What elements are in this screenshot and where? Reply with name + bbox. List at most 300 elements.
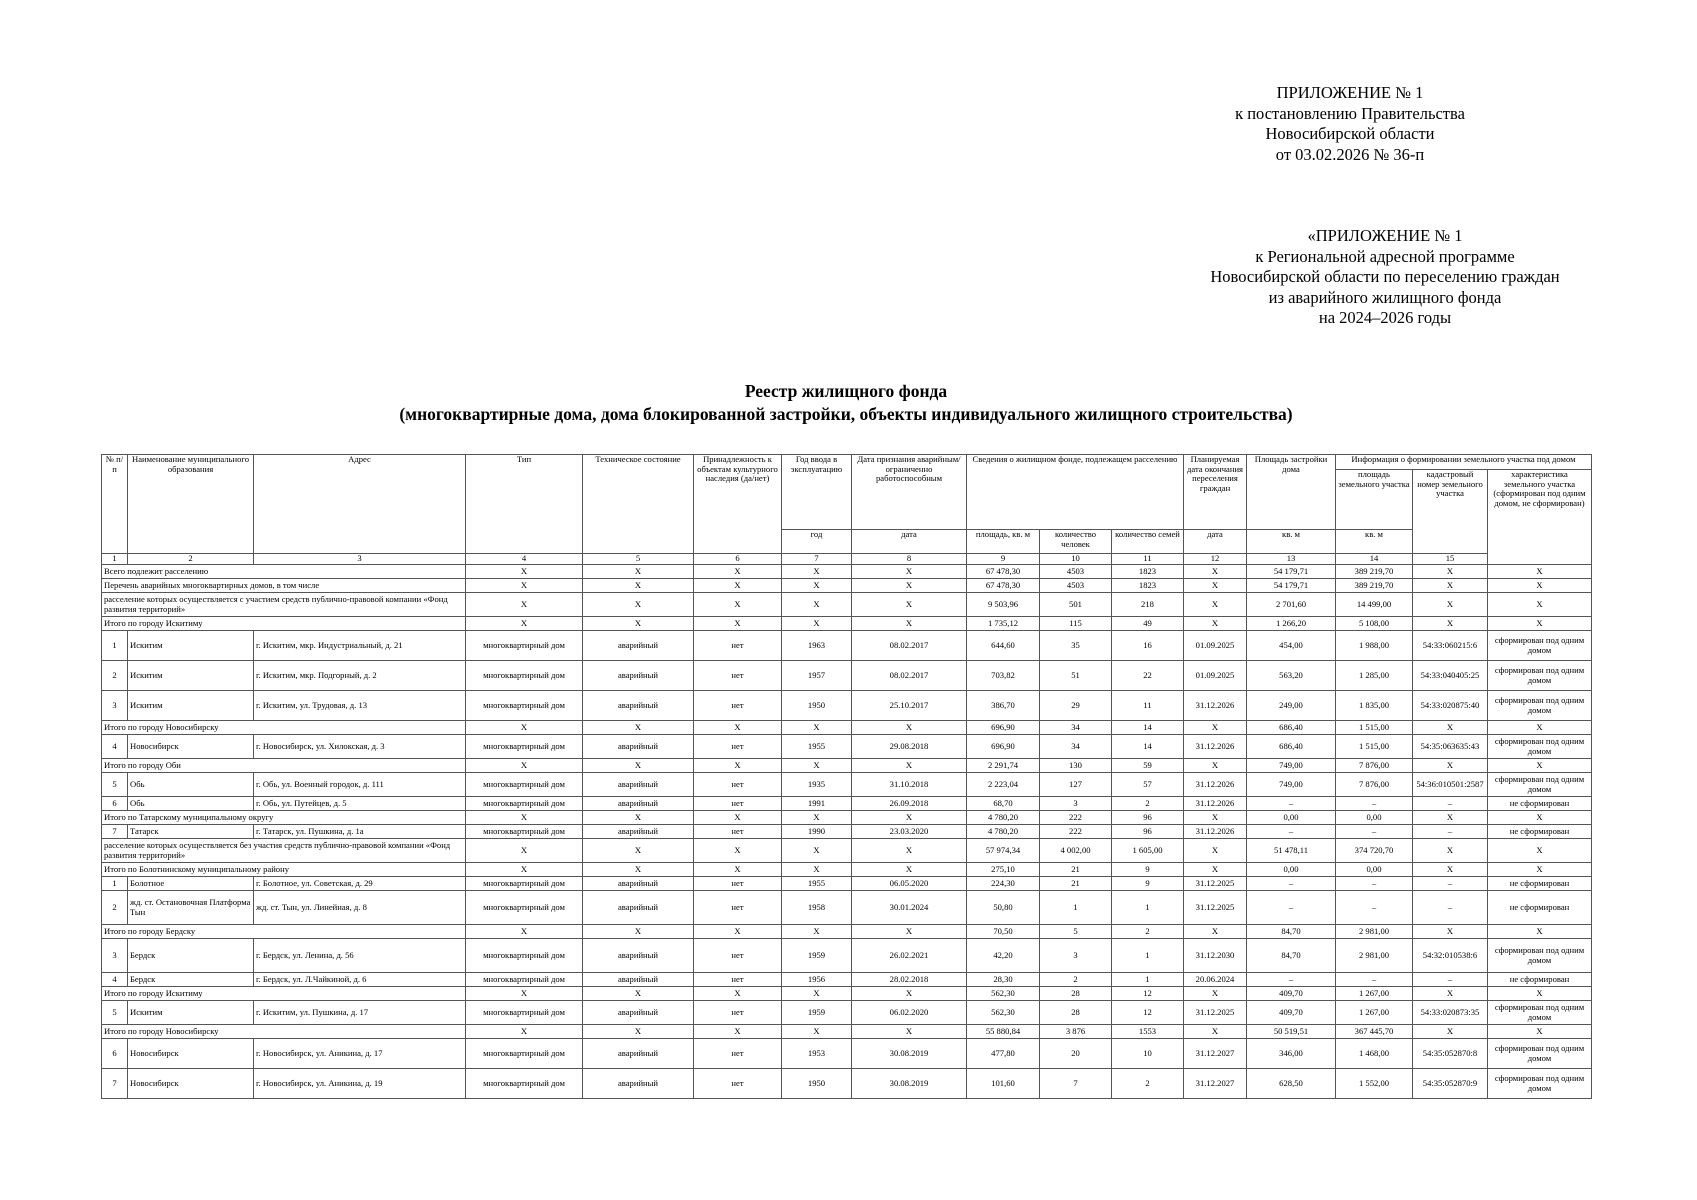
- table-cell: Новосибирск: [128, 1039, 254, 1069]
- header-housing-info: Сведения о жилищном фонде, подлежащем расселению: [967, 455, 1184, 530]
- col-number: 2: [128, 554, 254, 565]
- table-cell: 9: [1112, 863, 1184, 877]
- table-row: [102, 973, 1592, 987]
- table-cell: многоквартирный дом: [466, 797, 583, 811]
- table-cell: Новосибирск: [128, 1069, 254, 1099]
- table-cell: X: [694, 1025, 782, 1039]
- table-cell: X: [782, 721, 852, 735]
- table-cell: 14: [1112, 735, 1184, 759]
- table-cell: X: [583, 987, 694, 1001]
- table-cell: г. Новосибирск, ул. Хилокская, д. 3: [254, 735, 466, 759]
- table-cell: 84,70: [1247, 939, 1336, 973]
- table-cell: г. Болотное, ул. Советская, д. 29: [254, 877, 466, 891]
- table-cell: 3: [1040, 939, 1112, 973]
- table-cell: сформирован под одним домом: [1488, 661, 1592, 691]
- table-cell: –: [1336, 891, 1413, 925]
- summary-label: Итого по городу Оби: [102, 759, 466, 773]
- table-cell: X: [1413, 617, 1488, 631]
- table-cell: X: [1184, 811, 1247, 825]
- table-cell: г. Искитим, мкр. Индустриальный, д. 21: [254, 631, 466, 661]
- table-cell: 96: [1112, 825, 1184, 839]
- header-unit-planned: дата: [1184, 530, 1247, 554]
- table-cell: нет: [694, 891, 782, 925]
- col-number: 8: [852, 554, 967, 565]
- table-cell: 06.02.2020: [852, 1001, 967, 1025]
- table-cell: 26.09.2018: [852, 797, 967, 811]
- table-cell: 1553: [1112, 1025, 1184, 1039]
- table-cell: 6: [102, 797, 128, 811]
- table-cell: 4 002,00: [1040, 839, 1112, 863]
- table-cell: 54:33:060215:6: [1413, 631, 1488, 661]
- column-number-row: [102, 554, 1592, 565]
- col-number: 6: [694, 554, 782, 565]
- table-cell: X: [852, 811, 967, 825]
- table-cell: 54:33:040405:25: [1413, 661, 1488, 691]
- table-cell: X: [852, 987, 967, 1001]
- table-cell: 563,20: [1247, 661, 1336, 691]
- table-cell: 1 468,00: [1336, 1039, 1413, 1069]
- table-cell: X: [1488, 987, 1592, 1001]
- table-cell: 9 503,96: [967, 593, 1040, 617]
- table-cell: жд. ст. Остановочная Платформа Тын: [128, 891, 254, 925]
- table-row: [102, 631, 1592, 661]
- document-title: [100, 380, 1592, 426]
- table-cell: Обь: [128, 773, 254, 797]
- table-cell: многоквартирный дом: [466, 891, 583, 925]
- table-cell: Бердск: [128, 939, 254, 973]
- table-cell: 23.03.2020: [852, 825, 967, 839]
- table-cell: г. Татарск, ул. Пушкина, д. 1а: [254, 825, 466, 839]
- col-number: 12: [1184, 554, 1247, 565]
- table-cell: X: [1488, 593, 1592, 617]
- table-cell: 749,00: [1247, 759, 1336, 773]
- table-cell: X: [466, 579, 583, 593]
- table-row: [102, 1069, 1592, 1099]
- header-line: к Региональной адресной программе: [1255, 246, 1515, 266]
- table-cell: не сформирован: [1488, 797, 1592, 811]
- table-cell: 42,20: [967, 939, 1040, 973]
- table-cell: 1 267,00: [1336, 1001, 1413, 1025]
- table-cell: 749,00: [1247, 773, 1336, 797]
- table-row: [102, 661, 1592, 691]
- table-cell: нет: [694, 773, 782, 797]
- table-cell: X: [1488, 863, 1592, 877]
- table-cell: 11: [1112, 691, 1184, 721]
- table-cell: 1 735,12: [967, 617, 1040, 631]
- table-cell: Искитим: [128, 631, 254, 661]
- approval-header: [1200, 83, 1500, 165]
- table-cell: X: [466, 925, 583, 939]
- table-cell: нет: [694, 1069, 782, 1099]
- table-cell: аварийный: [583, 1001, 694, 1025]
- table-cell: 57 974,34: [967, 839, 1040, 863]
- table-cell: 562,30: [967, 987, 1040, 1001]
- table-cell: 31.12.2027: [1184, 1039, 1247, 1069]
- table-cell: 57: [1112, 773, 1184, 797]
- table-cell: X: [694, 579, 782, 593]
- table-cell: 10: [1112, 1039, 1184, 1069]
- table-cell: жд. ст. Тын, ул. Линейная, д. 8: [254, 891, 466, 925]
- table-cell: 12: [1112, 1001, 1184, 1025]
- table-cell: 1: [1112, 939, 1184, 973]
- col-number: 11: [1112, 554, 1184, 565]
- table-cell: X: [1413, 839, 1488, 863]
- table-cell: X: [852, 593, 967, 617]
- table-cell: 67 478,30: [967, 579, 1040, 593]
- table-row: [102, 891, 1592, 925]
- table-cell: Искитим: [128, 661, 254, 691]
- header-unit-date: дата: [852, 530, 967, 554]
- table-cell: X: [583, 1025, 694, 1039]
- table-cell: 1 515,00: [1336, 735, 1413, 759]
- table-cell: 218: [1112, 593, 1184, 617]
- table-cell: г. Новосибирск, ул. Аникина, д. 17: [254, 1039, 466, 1069]
- col-number: 10: [1040, 554, 1112, 565]
- col-number: 9: [967, 554, 1040, 565]
- table-cell: 31.12.2026: [1184, 773, 1247, 797]
- summary-label: Итого по городу Искитиму: [102, 617, 466, 631]
- table-cell: 249,00: [1247, 691, 1336, 721]
- table-cell: 1955: [782, 735, 852, 759]
- table-cell: 1957: [782, 661, 852, 691]
- table-cell: X: [1184, 721, 1247, 735]
- table-cell: многоквартирный дом: [466, 631, 583, 661]
- table-cell: аварийный: [583, 891, 694, 925]
- summary-label: Итого по городу Новосибирску: [102, 721, 466, 735]
- table-cell: аварийный: [583, 661, 694, 691]
- table-cell: X: [583, 721, 694, 735]
- table-cell: 4503: [1040, 579, 1112, 593]
- table-cell: –: [1413, 877, 1488, 891]
- table-cell: X: [1488, 617, 1592, 631]
- table-cell: X: [1184, 593, 1247, 617]
- table-cell: г. Искитим, мкр. Подгорный, д. 2: [254, 661, 466, 691]
- table-cell: 2: [1112, 797, 1184, 811]
- table-cell: 1: [1112, 973, 1184, 987]
- col-number: 15: [1413, 554, 1488, 565]
- table-cell: 101,60: [967, 1069, 1040, 1099]
- table-cell: 34: [1040, 721, 1112, 735]
- table-cell: 1955: [782, 877, 852, 891]
- header-line: на 2024–2026 годы: [1318, 308, 1452, 327]
- table-cell: 84,70: [1247, 925, 1336, 939]
- table-cell: X: [782, 617, 852, 631]
- table-cell: X: [583, 839, 694, 863]
- register-body: [102, 565, 1592, 1099]
- table-cell: 386,70: [967, 691, 1040, 721]
- table-cell: X: [1488, 925, 1592, 939]
- table-cell: X: [583, 579, 694, 593]
- table-cell: X: [466, 565, 583, 579]
- table-cell: 1823: [1112, 579, 1184, 593]
- table-cell: X: [1184, 925, 1247, 939]
- table-cell: нет: [694, 825, 782, 839]
- table-cell: 2: [1040, 973, 1112, 987]
- table-cell: 7 876,00: [1336, 759, 1413, 773]
- table-cell: 08.02.2017: [852, 631, 967, 661]
- summary-label: Итого по городу Искитиму: [102, 987, 466, 1001]
- table-cell: X: [782, 987, 852, 1001]
- table-cell: 1935: [782, 773, 852, 797]
- table-cell: 696,90: [967, 735, 1040, 759]
- table-cell: 224,30: [967, 877, 1040, 891]
- table-cell: 454,00: [1247, 631, 1336, 661]
- table-cell: X: [694, 565, 782, 579]
- table-cell: многоквартирный дом: [466, 691, 583, 721]
- summary-row: [102, 811, 1592, 825]
- table-cell: 31.12.2025: [1184, 877, 1247, 891]
- table-cell: 3: [1040, 797, 1112, 811]
- table-cell: 346,00: [1247, 1039, 1336, 1069]
- table-cell: многоквартирный дом: [466, 735, 583, 759]
- header-land-characteristic: характеристика земельного участка (сформирован под одним домом, не сформирован): [1488, 470, 1592, 565]
- table-row: [102, 1039, 1592, 1069]
- table-cell: сформирован под одним домом: [1488, 939, 1592, 973]
- table-cell: 14 499,00: [1336, 593, 1413, 617]
- table-cell: X: [1184, 1025, 1247, 1039]
- table-cell: X: [1488, 839, 1592, 863]
- table-cell: нет: [694, 939, 782, 973]
- table-cell: 31.12.2030: [1184, 939, 1247, 973]
- table-cell: 1953: [782, 1039, 852, 1069]
- table-cell: X: [1413, 987, 1488, 1001]
- table-row: [102, 877, 1592, 891]
- table-cell: X: [694, 811, 782, 825]
- table-cell: X: [694, 925, 782, 939]
- table-cell: X: [782, 759, 852, 773]
- table-row: [102, 939, 1592, 973]
- header-line: от 03.02.2026 № 36-п: [1275, 144, 1425, 164]
- table-cell: 1958: [782, 891, 852, 925]
- header-cadastral: кадастровый номер земельного участка: [1413, 470, 1488, 554]
- table-cell: 31.12.2027: [1184, 1069, 1247, 1099]
- table-cell: 01.09.2025: [1184, 661, 1247, 691]
- table-cell: X: [466, 617, 583, 631]
- summary-label: Итого по городу Бердску: [102, 925, 466, 939]
- table-cell: 2 981,00: [1336, 939, 1413, 973]
- table-cell: 50 519,51: [1247, 1025, 1336, 1039]
- table-cell: 51: [1040, 661, 1112, 691]
- table-cell: 08.02.2017: [852, 661, 967, 691]
- table-cell: 16: [1112, 631, 1184, 661]
- table-cell: X: [782, 1025, 852, 1039]
- table-cell: X: [1184, 987, 1247, 1001]
- table-cell: X: [466, 593, 583, 617]
- table-cell: X: [852, 925, 967, 939]
- table-cell: 389 219,70: [1336, 579, 1413, 593]
- table-cell: –: [1247, 877, 1336, 891]
- header-recognition: Дата признания аварийным/ограниченно работоспособным: [852, 455, 967, 530]
- table-cell: X: [583, 617, 694, 631]
- table-cell: 31.12.2025: [1184, 891, 1247, 925]
- table-row: [102, 773, 1592, 797]
- table-cell: X: [466, 839, 583, 863]
- header-unit-families: количество семей: [1112, 530, 1184, 554]
- table-cell: 4 780,20: [967, 825, 1040, 839]
- table-cell: 7 876,00: [1336, 773, 1413, 797]
- table-cell: X: [1413, 593, 1488, 617]
- col-number: 3: [254, 554, 466, 565]
- table-cell: 4 780,20: [967, 811, 1040, 825]
- table-cell: X: [782, 593, 852, 617]
- table-cell: 1 552,00: [1336, 1069, 1413, 1099]
- table-cell: X: [852, 565, 967, 579]
- summary-label: Итого по Татарскому муниципальному округу: [102, 811, 466, 825]
- table-cell: X: [1488, 721, 1592, 735]
- table-cell: 30.01.2024: [852, 891, 967, 925]
- table-cell: 5: [1040, 925, 1112, 939]
- table-cell: 1: [1040, 891, 1112, 925]
- table-cell: 1991: [782, 797, 852, 811]
- table-row: [102, 797, 1592, 811]
- header-num: № п/п: [102, 455, 128, 554]
- table-cell: X: [583, 863, 694, 877]
- summary-row: [102, 759, 1592, 773]
- housing-register-table: [101, 454, 1592, 1099]
- table-cell: г. Бердск, ул. Ленина, д. 56: [254, 939, 466, 973]
- table-cell: X: [694, 987, 782, 1001]
- table-cell: 1 515,00: [1336, 721, 1413, 735]
- table-cell: 5 108,00: [1336, 617, 1413, 631]
- table-cell: аварийный: [583, 877, 694, 891]
- table-cell: г. Бердск, ул. Л.Чайкиной, д. 6: [254, 973, 466, 987]
- header-land-area: площадь земельного участка: [1336, 470, 1413, 530]
- table-cell: Бердск: [128, 973, 254, 987]
- table-cell: X: [694, 759, 782, 773]
- table-cell: 21: [1040, 863, 1112, 877]
- table-cell: нет: [694, 797, 782, 811]
- table-cell: нет: [694, 877, 782, 891]
- header-unit-build: кв. м: [1247, 530, 1336, 554]
- table-cell: –: [1413, 825, 1488, 839]
- summary-row: [102, 1025, 1592, 1039]
- table-cell: 54:35:052870:9: [1413, 1069, 1488, 1099]
- table-cell: 1963: [782, 631, 852, 661]
- table-cell: X: [782, 579, 852, 593]
- table-cell: многоквартирный дом: [466, 825, 583, 839]
- table-cell: аварийный: [583, 773, 694, 797]
- table-cell: X: [852, 1025, 967, 1039]
- table-cell: аварийный: [583, 691, 694, 721]
- table-cell: сформирован под одним домом: [1488, 1039, 1592, 1069]
- header-type: Тип: [466, 455, 583, 554]
- table-cell: 28: [1040, 987, 1112, 1001]
- table-cell: 222: [1040, 825, 1112, 839]
- table-cell: X: [852, 863, 967, 877]
- table-cell: X: [466, 721, 583, 735]
- table-cell: 2 701,60: [1247, 593, 1336, 617]
- table-row: [102, 825, 1592, 839]
- header-line: Новосибирской области по переселению граждан: [1210, 267, 1560, 286]
- table-cell: 1 835,00: [1336, 691, 1413, 721]
- table-cell: 130: [1040, 759, 1112, 773]
- header-municipality: Наименование муниципального образования: [128, 455, 254, 554]
- summary-row: [102, 617, 1592, 631]
- table-cell: аварийный: [583, 973, 694, 987]
- header-building-area: Площадь застройки дома: [1247, 455, 1336, 530]
- header-line: к постановлению Правительства: [1235, 103, 1465, 123]
- table-cell: Татарск: [128, 825, 254, 839]
- table-cell: аварийный: [583, 631, 694, 661]
- header-line: из аварийного жилищного фонда: [1268, 287, 1502, 307]
- table-cell: 644,60: [967, 631, 1040, 661]
- table-cell: 7: [102, 1069, 128, 1099]
- table-cell: 9: [1112, 877, 1184, 891]
- table-cell: Обь: [128, 797, 254, 811]
- table-cell: 29.08.2018: [852, 735, 967, 759]
- table-cell: г. Новосибирск, ул. Аникина, д. 19: [254, 1069, 466, 1099]
- table-cell: X: [583, 811, 694, 825]
- summary-row: [102, 839, 1592, 863]
- summary-label: расселение которых осуществляется без участия средств публично-правовой компании «Фонд развития территорий»: [102, 839, 466, 863]
- table-cell: 686,40: [1247, 735, 1336, 759]
- table-cell: не сформирован: [1488, 877, 1592, 891]
- table-cell: 409,70: [1247, 987, 1336, 1001]
- table-cell: многоквартирный дом: [466, 1039, 583, 1069]
- table-cell: многоквартирный дом: [466, 877, 583, 891]
- summary-label: Перечень аварийных многоквартирных домов, в том числе: [102, 579, 466, 593]
- table-cell: нет: [694, 973, 782, 987]
- table-cell: 2 291,74: [967, 759, 1040, 773]
- table-cell: 54 179,71: [1247, 579, 1336, 593]
- table-cell: нет: [694, 691, 782, 721]
- table-cell: X: [1413, 721, 1488, 735]
- table-cell: нет: [694, 631, 782, 661]
- table-cell: многоквартирный дом: [466, 773, 583, 797]
- table-cell: 31.12.2026: [1184, 825, 1247, 839]
- table-cell: X: [852, 721, 967, 735]
- table-cell: 0,00: [1336, 811, 1413, 825]
- table-cell: 1959: [782, 1001, 852, 1025]
- table-cell: 54 179,71: [1247, 565, 1336, 579]
- table-cell: –: [1247, 825, 1336, 839]
- header-unit-land: кв. м: [1336, 530, 1413, 554]
- table-cell: 1: [102, 631, 128, 661]
- table-cell: 29: [1040, 691, 1112, 721]
- table-cell: X: [782, 839, 852, 863]
- table-cell: 25.10.2017: [852, 691, 967, 721]
- table-cell: –: [1247, 891, 1336, 925]
- col-number: 5: [583, 554, 694, 565]
- table-cell: 703,82: [967, 661, 1040, 691]
- table-cell: 1 988,00: [1336, 631, 1413, 661]
- table-cell: X: [1184, 839, 1247, 863]
- table-cell: 31.10.2018: [852, 773, 967, 797]
- table-cell: 54:36:010501:2587: [1413, 773, 1488, 797]
- table-cell: 34: [1040, 735, 1112, 759]
- table-cell: 1 266,20: [1247, 617, 1336, 631]
- summary-row: [102, 863, 1592, 877]
- header-land-info: Информация о формировании земельного участка под домом: [1336, 455, 1592, 470]
- table-cell: 3: [102, 939, 128, 973]
- table-cell: 1950: [782, 1069, 852, 1099]
- table-cell: аварийный: [583, 797, 694, 811]
- table-cell: многоквартирный дом: [466, 939, 583, 973]
- table-cell: сформирован под одним домом: [1488, 691, 1592, 721]
- title-line-2: (многоквартирные дома, дома блокированной застройки, объекты индивидуального жилищного строительства): [399, 404, 1293, 424]
- header-unit-area: площадь, кв. м: [967, 530, 1040, 554]
- table-cell: г. Обь, ул. Военный городок, д. 111: [254, 773, 466, 797]
- summary-row: [102, 925, 1592, 939]
- summary-label: расселение которых осуществляется с участием средств публично-правовой компании «Фонд развития территорий»: [102, 593, 466, 617]
- table-cell: X: [466, 863, 583, 877]
- table-cell: 67 478,30: [967, 565, 1040, 579]
- table-cell: 367 445,70: [1336, 1025, 1413, 1039]
- table-cell: X: [1184, 617, 1247, 631]
- table-cell: 686,40: [1247, 721, 1336, 735]
- table-cell: –: [1336, 973, 1413, 987]
- table-cell: г. Искитим, ул. Пушкина, д. 17: [254, 1001, 466, 1025]
